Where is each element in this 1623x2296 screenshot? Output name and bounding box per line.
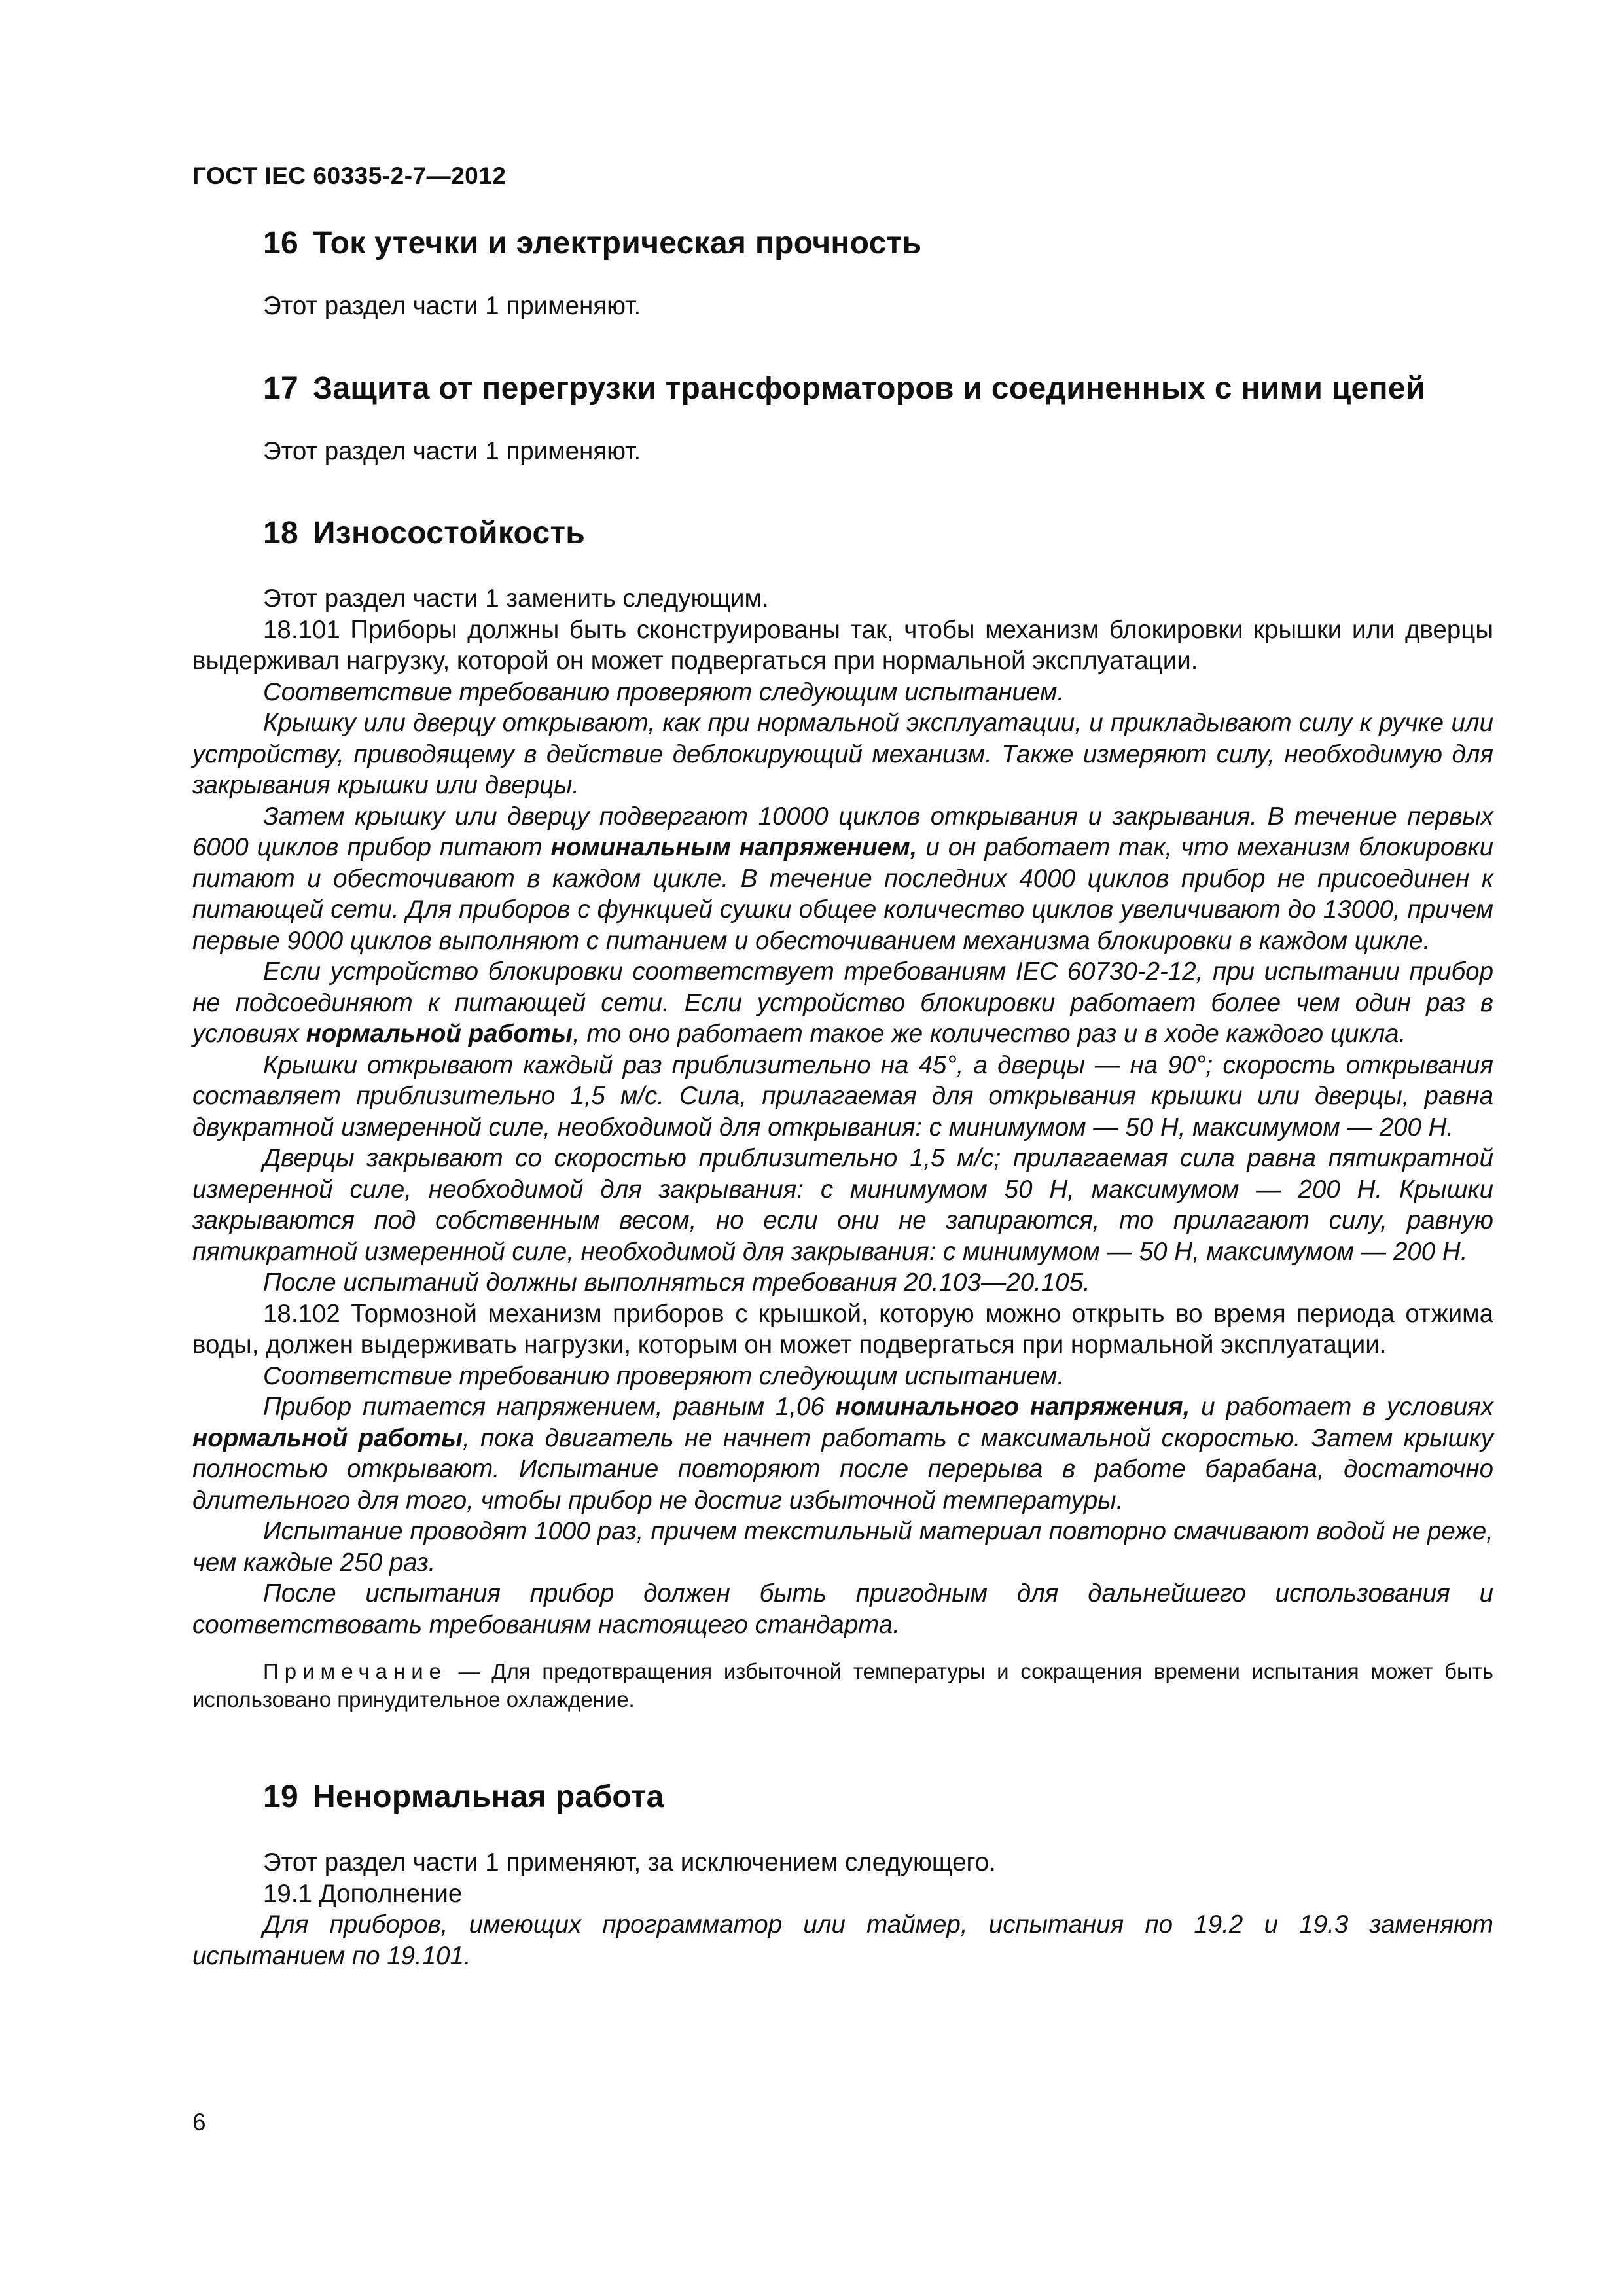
term-rated-voltage: номинального напряжения, (835, 1393, 1190, 1421)
note-text: — Для предотвращения избыточной температуры и сокращения времени испытания может быть использовано принудительное охлаждение. (192, 1659, 1493, 1712)
section-17-heading (263, 368, 1493, 410)
paragraph: После испытаний должны выполняться требования 20.103—20.105. (263, 1268, 1090, 1297)
paragraph (192, 1391, 1493, 1516)
paragraph (192, 801, 1493, 957)
page-content (192, 223, 1493, 1971)
text-run: и он работает так, что механизм блокировки питают и обесточивают в каждом цикле. В течение последних 4000 циклов прибор не присоединен к питающей сети. Для приборов с функцией сушки общее количество циклов увеличивают до 13000, причем первые 9000 циклов выполняют с питанием и обесточиванием механизма блокировки в каждом цикле. (192, 833, 1493, 955)
text-run: Затем крышку или дверцу подвергают 10000 циклов открывания и закрывания. В течение первых 6000 циклов прибор питают (192, 802, 1493, 861)
term-rated-voltage: номинальным напряжением, (550, 833, 918, 861)
section-number: 19 (263, 1780, 298, 1814)
paragraph: 19.1 Дополнение (263, 1879, 463, 1908)
paragraph: Для приборов, имеющих программатор или таймер, испытания по 19.2 и 19.3 заменяют испытанием по 19.101. (192, 1910, 1493, 1970)
paragraph: Соответствие требованию проверяют следующим испытанием. (263, 1361, 1065, 1390)
paragraph: 18.101 Приборы должны быть сконструированы так, чтобы механизм блокировки крышки или дверцы выдерживал нагрузку, которой он может подвергаться при нормальной эксплуатации. (192, 615, 1493, 675)
section-title: Ток утечки и электрическая прочность (313, 226, 922, 260)
paragraph: Соответствие требованию проверяют следующим испытанием. (263, 677, 1065, 706)
note-label: Примечание (263, 1659, 448, 1683)
paragraph: Крышки открывают каждый раз приблизительно на 45°, а дверцы — на 90°; скорость открывания составляет приблизительно 1,5 м/с. Сила, прилагаемая для открывания крышки или дверцы, равна двукратной измеренной силе, необходимой для открывания: с минимумом — 50 Н, максимумом — 200 Н. (192, 1050, 1493, 1141)
paragraph: После испытания прибор должен быть пригодным для дальнейшего использования и соответствовать требованиям настоящего стандарта. (192, 1579, 1493, 1639)
text-run: и работает в условиях (1190, 1393, 1493, 1421)
text-run: Прибор питается напряжением, равным 1,06 (263, 1393, 836, 1421)
section-title: Ненормальная работа (313, 1780, 664, 1814)
text-run: , то оно работает такое же количество раз и в ходе каждого цикла. (573, 1020, 1406, 1048)
section-number: 18 (263, 516, 298, 550)
text-run: , пока двигатель не начнет работать с максимальной скоростью. Затем крышку полностью открывают. Испытание повторяют после перерыва в работе барабана, достаточно длительного для того, чтобы прибор не достиг избыточной температуры. (192, 1424, 1493, 1515)
paragraph: Дверцы закрывают со скоростью приблизительно 1,5 м/с; прилагаемая сила равна пятикратной измеренной силе, необходимой для закрывания: с минимумом 50 Н, максимумом — 200 Н. Крышки закрываются под собственным весом, но если они не запираются, то прилагают силу, равную пятикратной измеренной силе, необходимой для закрывания: с минимумом — 50 Н, максимумом — 200 Н. (192, 1144, 1493, 1266)
paragraph: Этот раздел части 1 применяют, за исключением следующего. (263, 1848, 996, 1876)
note (192, 1657, 1493, 1713)
document-header: ГОСТ IEC 60335-2-7—2012 (192, 162, 507, 189)
paragraph: Этот раздел части 1 заменить следующим. (263, 584, 769, 613)
text-run: Если устройство блокировки соответствует требованиям IEC 60730-2-12, при испытании прибор не подсоединяют к питающей сети. Если устройство блокировки работает более чем один раз в условиях (192, 958, 1493, 1048)
paragraph: Крышку или дверцу открывают, как при нормальной эксплуатации, и прикладывают силу к ручке или устройству, приводящему в действие деблокирующий механизм. Также измеряют силу, необходимую для закрывания крышки или дверцы. (192, 709, 1493, 799)
paragraph: 18.102 Тормозной механизм приборов с крышкой, которую можно открыть во время периода отжима воды, должен выдерживать нагрузки, которым он может подвергаться при нормальной эксплуатации. (192, 1299, 1493, 1359)
section-number: 16 (263, 226, 298, 260)
section-number: 17 (263, 370, 298, 406)
paragraph: Этот раздел части 1 применяют. (263, 292, 641, 320)
section-19-heading (263, 1776, 1493, 1818)
paragraph: Испытание проводят 1000 раз, причем текстильный материал повторно смачивают водой не реже, чем каждые 250 раз. (192, 1517, 1493, 1577)
section-16-heading (263, 223, 1493, 264)
paragraph: Этот раздел части 1 применяют. (263, 437, 641, 465)
page-number: 6 (192, 2109, 206, 2136)
section-18-heading (263, 512, 1493, 554)
section-title: Защита от перегрузки трансформаторов и соединенных с ними цепей (313, 370, 1425, 406)
section-title: Износостойкость (313, 516, 586, 550)
paragraph (192, 956, 1493, 1050)
term-normal-operation: нормальной работы (306, 1020, 573, 1048)
term-normal-operation: нормальной работы (192, 1424, 463, 1452)
